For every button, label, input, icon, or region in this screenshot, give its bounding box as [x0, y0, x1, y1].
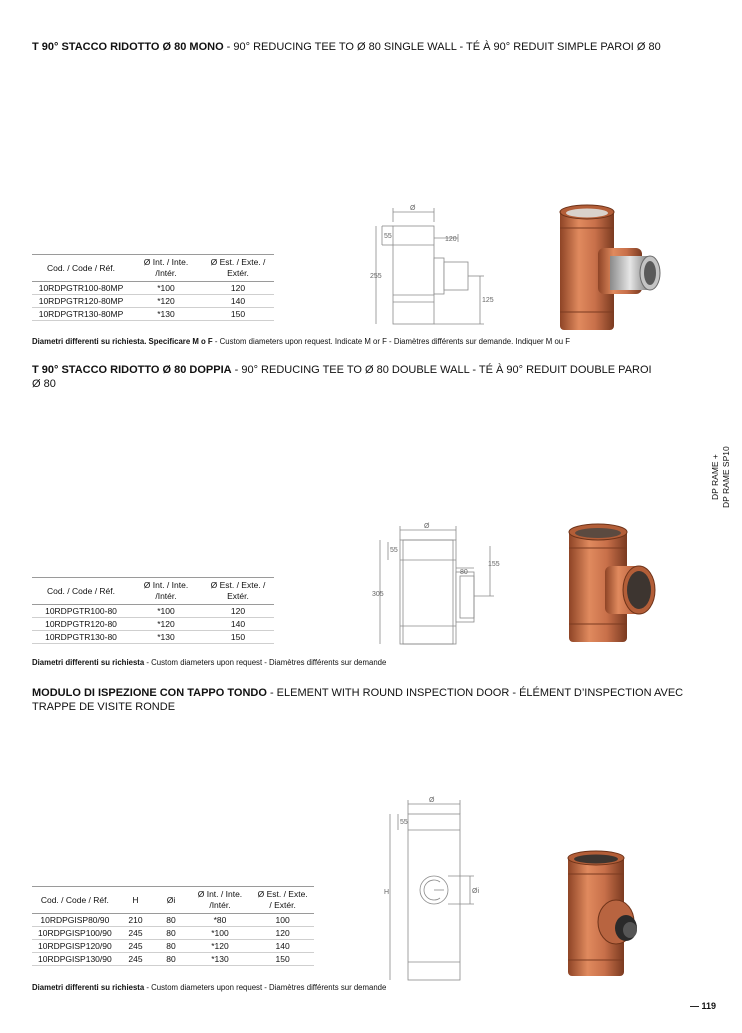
cell-ext: 150 — [202, 631, 274, 644]
cell-int: *100 — [189, 927, 252, 940]
cell-h: 245 — [118, 927, 154, 940]
cell-code: 10RDPGTR130-80MP — [32, 308, 130, 321]
dim-inner: Øi — [472, 888, 479, 895]
cell-oi: 80 — [153, 914, 188, 927]
cell-oi: 80 — [153, 953, 188, 966]
section-2-title-rest: - 90° REDUCING TEE TO Ø 80 DOUBLE WALL - TÉ À 90° REDUIT DOUBLE PAROI Ø 80 — [32, 364, 652, 390]
cell-code: 10RDPGTR100-80 — [32, 605, 130, 618]
section-3-note-rest: - Custom diameters upon request - Diamètres différents sur demande — [144, 983, 387, 992]
cell-oi: 80 — [153, 940, 188, 953]
table-header-row — [32, 578, 274, 605]
table-header-int: Ø Int. / Inte. /Intér. — [130, 578, 202, 605]
dim-diameter: Ø — [410, 205, 416, 212]
cell-int: *130 — [189, 953, 252, 966]
section-1-table — [32, 254, 274, 321]
cell-ext: 100 — [251, 914, 314, 927]
section-1-note-bold: Diametri differenti su richiesta. Specificare M o F — [32, 337, 213, 346]
table-header-code: Cod. / Code / Réf. — [32, 887, 118, 914]
dim-diameter: Ø — [429, 797, 435, 804]
cell-code: 10RDPGTR120-80 — [32, 618, 130, 631]
side-tab-line-1: DP RAME + — [710, 454, 720, 500]
section-1-product-photo — [548, 200, 668, 336]
cell-ext: 140 — [202, 295, 274, 308]
cell-code: 10RDPGISP120/90 — [32, 940, 118, 953]
cell-h: 245 — [118, 940, 154, 953]
cell-code: 10RDPGISP80/90 — [32, 914, 118, 927]
dim-diameter: Ø — [424, 523, 430, 530]
table-row — [32, 618, 274, 631]
section-2-note — [32, 658, 386, 667]
dim-top: 55 — [384, 233, 392, 240]
table-header-row — [32, 255, 274, 282]
table-header-h: H — [118, 887, 154, 914]
section-1-technical-drawing — [362, 200, 502, 330]
section-3-note — [32, 983, 386, 992]
section-1-note — [32, 337, 570, 346]
section-3-title-bold: MODULO DI ISPEZIONE CON TAPPO TONDO — [32, 687, 267, 699]
cell-ext: 140 — [251, 940, 314, 953]
cell-ext: 140 — [202, 618, 274, 631]
cell-code: 10RDPGTR130-80 — [32, 631, 130, 644]
cell-ext: 120 — [202, 282, 274, 295]
table-header-code: Cod. / Code / Réf. — [32, 255, 130, 282]
table-row — [32, 914, 314, 927]
cell-int: *100 — [130, 282, 202, 295]
table-row — [32, 295, 274, 308]
cell-code: 10RDPGTR100-80MP — [32, 282, 130, 295]
cell-code: 10RDPGISP100/90 — [32, 927, 118, 940]
section-3-note-bold: Diametri differenti su richiesta — [32, 983, 145, 992]
section-2-title-bold: T 90° STACCO RIDOTTO Ø 80 DOPPIA — [32, 364, 232, 376]
cell-h: 210 — [118, 914, 154, 927]
section-2-title — [32, 363, 652, 391]
section-3-product-photo — [560, 848, 656, 982]
table-header-int: Ø Int. / Inte. /Intér. — [130, 255, 202, 282]
section-2-note-bold: Diametri differenti su richiesta — [32, 658, 145, 667]
dim-top: 55 — [400, 819, 408, 826]
section-3-title-rest: - ELEMENT WITH ROUND INSPECTION DOOR - ÉLÉMENT D’INSPECTION AVEC TRAPPE DE VISITE RONDE — [32, 687, 684, 713]
section-1-note-rest: - Custom diameters upon request. Indicate M or F - Diamètres différents sur demande. Indiquer M ou F — [212, 337, 571, 346]
cell-ext: 150 — [202, 308, 274, 321]
section-2-note-rest: - Custom diameters upon request - Diamètres différents sur demande — [144, 658, 387, 667]
cell-int: *80 — [189, 914, 252, 927]
side-tab-line-2: DP RAME SP10 — [721, 446, 731, 508]
cell-code: 10RDPGTR120-80MP — [32, 295, 130, 308]
dim-branch-height: 125 — [482, 297, 494, 304]
table-header-int: Ø Int. / Inte. /Intér. — [189, 887, 252, 914]
side-tab — [708, 440, 738, 510]
table-header-code: Cod. / Code / Réf. — [32, 578, 130, 605]
cell-int: *130 — [130, 308, 202, 321]
cell-ext: 120 — [202, 605, 274, 618]
table-row — [32, 605, 274, 618]
cell-code: 10RDPGISP130/90 — [32, 953, 118, 966]
section-2-technical-drawing — [366, 518, 506, 648]
table-row — [32, 953, 314, 966]
cell-int: *100 — [130, 605, 202, 618]
table-row — [32, 927, 314, 940]
dim-height: 305 — [372, 591, 384, 598]
section-1-title-rest: - 90° REDUCING TEE TO Ø 80 SINGLE WALL - TÉ À 90° REDUIT SIMPLE PAROI Ø 80 — [223, 41, 661, 53]
dim-height: 255 — [370, 273, 382, 280]
table-header-ext: Ø Est. / Exte. / Extér. — [202, 255, 274, 282]
table-row — [32, 940, 314, 953]
section-1-title — [32, 40, 712, 54]
dim-branch: 80 — [460, 569, 468, 576]
dim-branch-height: 155 — [488, 561, 500, 568]
section-1-title-bold: T 90° STACCO RIDOTTO Ø 80 MONO — [32, 41, 224, 53]
section-2-product-photo — [555, 520, 665, 650]
section-3-table — [32, 886, 314, 966]
table-header-row — [32, 887, 314, 914]
table-header-ext: Ø Est. / Exte. / Extér. — [202, 578, 274, 605]
section-3-technical-drawing — [380, 794, 490, 984]
table-row — [32, 282, 274, 295]
dim-top: 55 — [390, 547, 398, 554]
page-number: — 119 — [689, 1001, 716, 1011]
table-row — [32, 631, 274, 644]
dim-branch: 120 — [445, 236, 457, 243]
table-header-oi: Øi — [153, 887, 188, 914]
cell-int: *130 — [130, 631, 202, 644]
cell-h: 245 — [118, 953, 154, 966]
table-row — [32, 308, 274, 321]
section-2-table — [32, 577, 274, 644]
table-header-ext: Ø Est. / Exte. / Extér. — [251, 887, 314, 914]
dim-height: H — [384, 889, 390, 896]
section-3-title — [32, 686, 692, 714]
cell-int: *120 — [130, 295, 202, 308]
cell-ext: 150 — [251, 953, 314, 966]
cell-int: *120 — [130, 618, 202, 631]
cell-int: *120 — [189, 940, 252, 953]
cell-oi: 80 — [153, 927, 188, 940]
cell-ext: 120 — [251, 927, 314, 940]
